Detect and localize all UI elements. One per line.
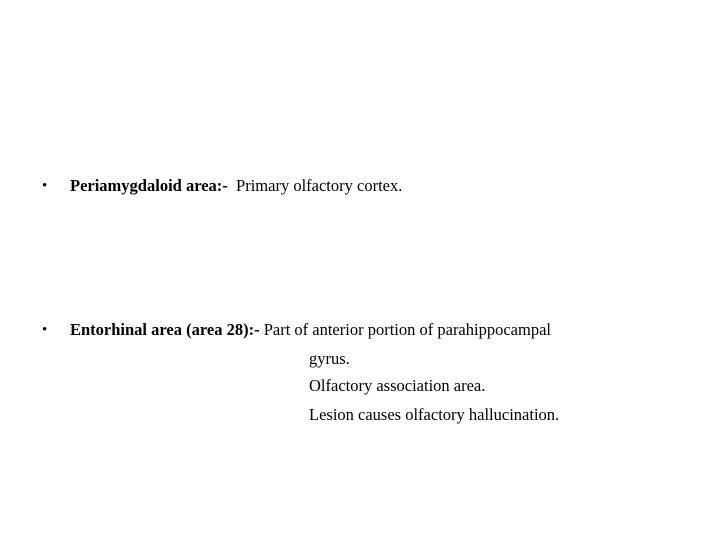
term-label: Entorhinal area (area 28):-	[70, 320, 260, 339]
bullet-text	[70, 175, 402, 197]
bullet-text	[70, 319, 551, 341]
continuation-line: gyrus.	[309, 349, 350, 368]
continuation-line: Lesion causes olfactory hallucination.	[309, 405, 560, 424]
definition-text: Primary olfactory cortex.	[236, 176, 403, 195]
continuation-line: Olfactory association area.	[309, 376, 486, 395]
definition-text: Part of anterior portion of parahippocampal	[263, 320, 551, 339]
term-label: Periamygdaloid area:-	[70, 176, 228, 195]
bullet-icon: •	[42, 322, 48, 338]
bullet-icon: •	[42, 178, 48, 194]
